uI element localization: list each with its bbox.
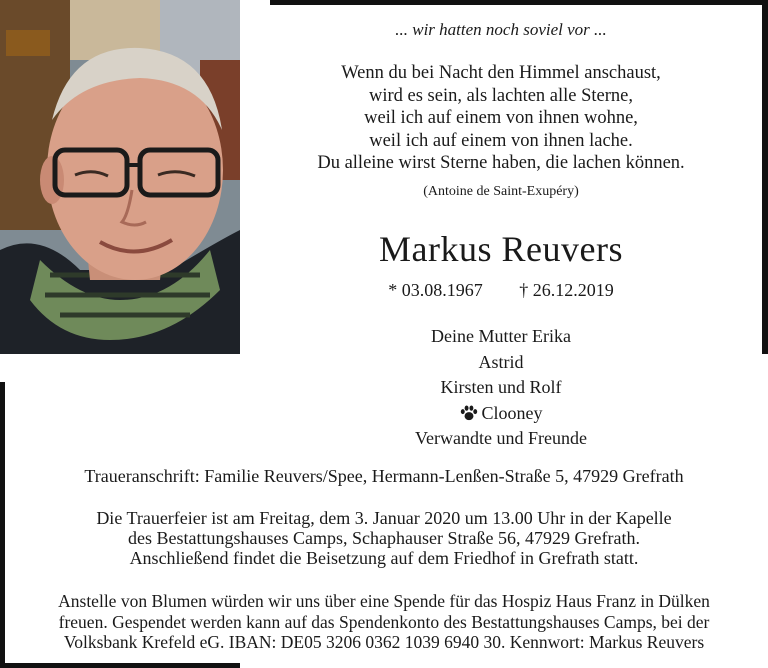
paw-icon [460, 405, 478, 421]
mourner: Deine Mutter Erika [431, 326, 571, 346]
frame-bottom-border [0, 663, 240, 668]
frame-top-border [270, 0, 768, 5]
poem-line: weil ich auf einem von ihnen lache. [369, 130, 633, 151]
poem-line: Wenn du bei Nacht den Himmel anschaust, [341, 63, 661, 83]
poem-line: Du alleine wirst Sterne haben, die lachen können. [317, 153, 685, 173]
pet-name: Clooney [481, 402, 543, 423]
mourners-list [240, 324, 762, 452]
poem-line: wird es sein, als lachten alle Sterne, [368, 85, 634, 106]
life-dates [240, 280, 762, 301]
mourner-pet [240, 401, 762, 427]
donation-info [12, 591, 756, 653]
motto-line: ... wir hatten noch soviel vor ... [395, 20, 607, 39]
death-date: † 26.12.2019 [519, 280, 614, 300]
donation-line: Volksbank Krefeld eG. IBAN: DE05 3206 0362 1039 6940 30. Kennwort: Markus Reuvers [63, 632, 705, 652]
ceremony-line: Die Trauerfeier ist am Freitag, dem 3. Januar 2020 um 13.00 Uhr in der Kapelle [96, 508, 672, 528]
birth-date: * 03.08.1967 [388, 280, 483, 300]
mourning-address: Traueranschrift: Familie Reuvers/Spee, Hermann-Lenßen-Straße 5, 47929 Grefrath [84, 466, 684, 486]
donation-line: freuen. Gespendet werden kann auf das Spendenkonto des Bestattungshauses Camps, bei der [58, 611, 710, 632]
poem-line: weil ich auf einem von ihnen wohne, [364, 108, 638, 128]
donation-line: Anstelle von Blumen würden wir uns über eine Spende für das Hospiz Haus Franz in Dülken [58, 591, 710, 611]
ceremony-line: Anschließend findet die Beisetzung auf dem Friedhof in Grefrath statt. [129, 548, 639, 568]
mourner: Kirsten und Rolf [440, 377, 562, 397]
deceased-name: Markus Reuvers [379, 229, 623, 269]
ceremony-line: des Bestattungshauses Camps, Schaphauser Straße 56, 47929 Grefrath. [128, 528, 640, 548]
ceremony-info [0, 508, 768, 568]
mourner: Astrid [478, 351, 524, 372]
portrait-photo [0, 0, 240, 354]
poem-author: (Antoine de Saint-Exupéry) [423, 184, 579, 199]
mourner: Verwandte und Freunde [415, 428, 587, 448]
poem [240, 62, 762, 175]
frame-right-border [762, 0, 768, 354]
